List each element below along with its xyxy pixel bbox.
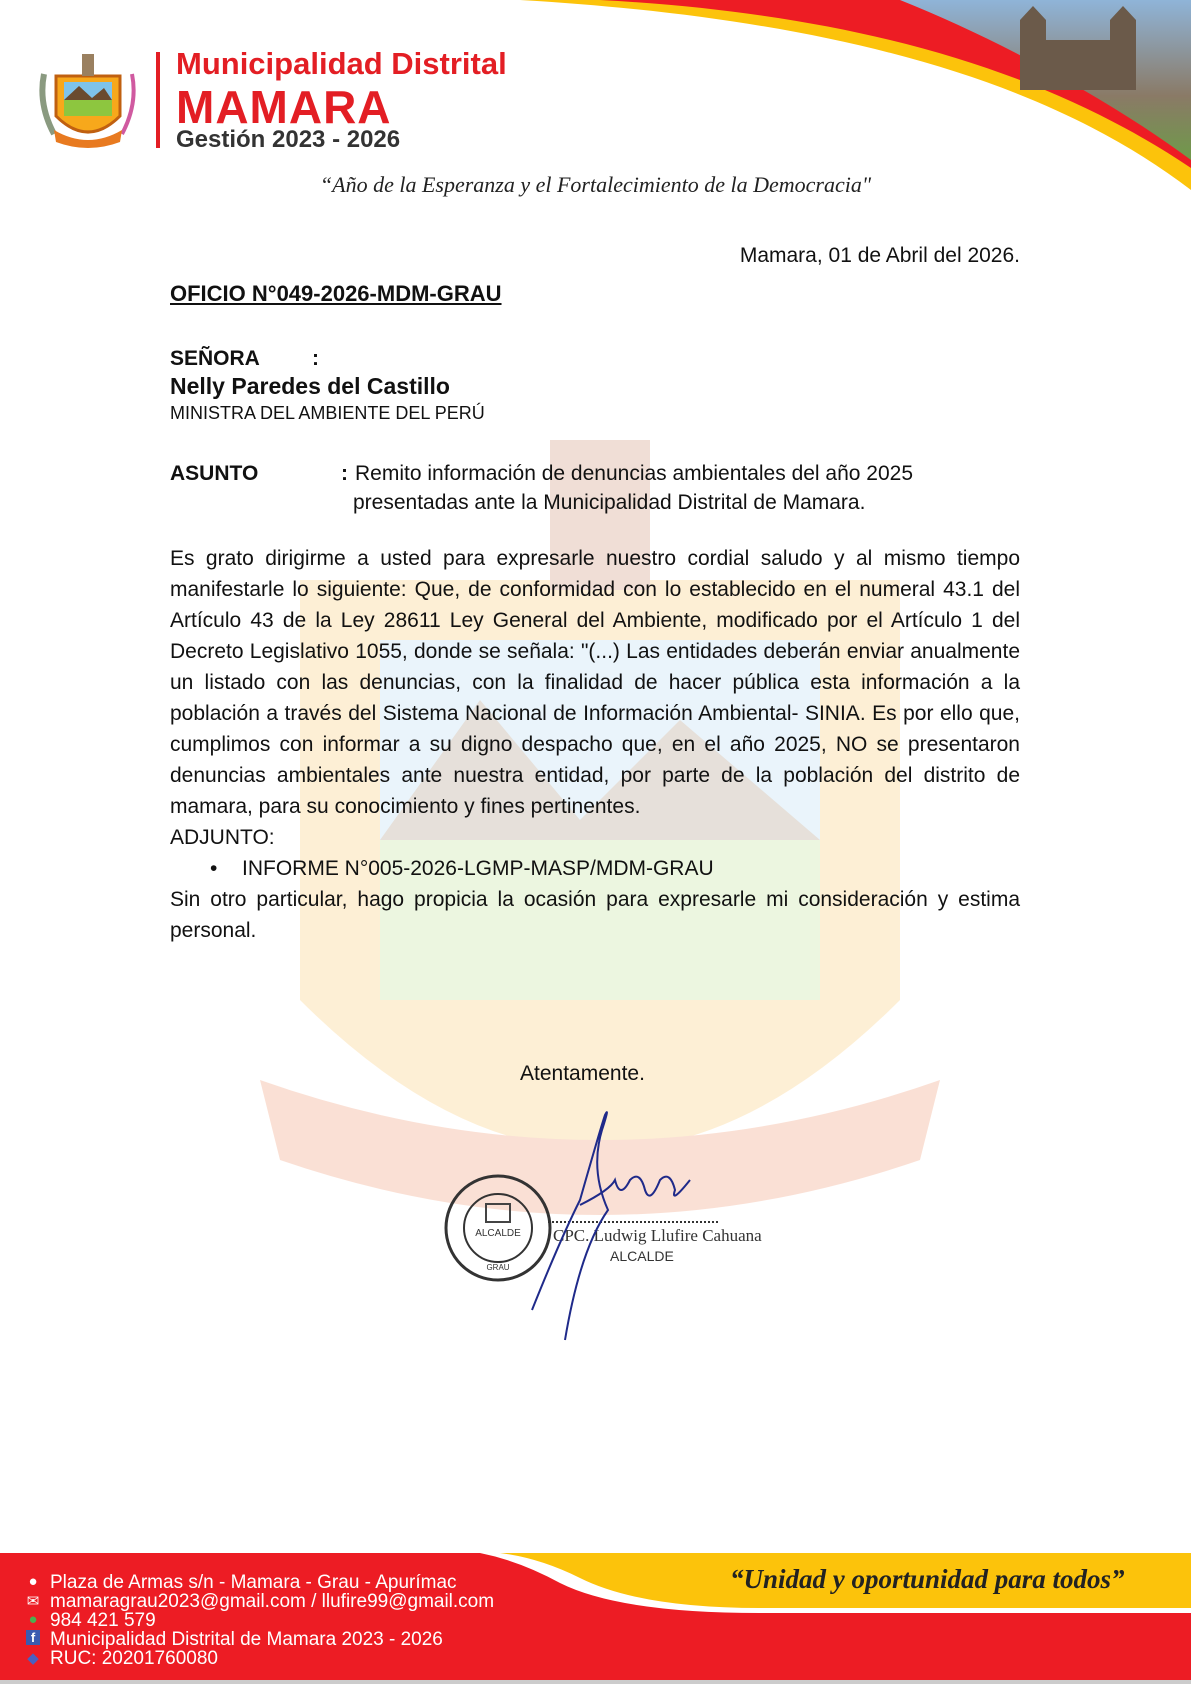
closing-paragraph: Sin otro particular, hago propicia la ocasión para expresarle mi consideración y estima personal. xyxy=(170,888,1020,942)
org-name-line1: Municipalidad Distrital xyxy=(176,46,507,81)
letter-reference: OFICIO N°049-2026-MDM-GRAU xyxy=(170,281,502,306)
footer-emails[interactable]: mamaragrau2023@gmail.com / llufire99@gmail.com xyxy=(50,1591,495,1612)
attachment-text: INFORME N°005-2026-LGMP-MASP/MDM-GRAU xyxy=(242,857,714,880)
footer-facebook[interactable]: Municipalidad Distrital de Mamara 2023 - 2026 xyxy=(50,1629,443,1650)
stamp-center-text: ALCALDE xyxy=(475,1228,521,1239)
municipal-crest-logo xyxy=(34,54,142,150)
salutation: Atentamente. xyxy=(520,1062,645,1085)
attachment-label: ADJUNTO: xyxy=(170,826,275,849)
location-pin-icon: ● xyxy=(28,1573,38,1590)
footer-phone: 984 421 579 xyxy=(50,1610,156,1631)
subject-line1: Remito información de denuncias ambientales del año 2025 xyxy=(355,462,914,485)
attachment-item xyxy=(170,853,1020,884)
footer-ruc: RUC: 20201760080 xyxy=(50,1648,218,1669)
signer-position: ALCALDE xyxy=(610,1248,674,1264)
subject-label: ASUNTO xyxy=(170,462,259,485)
stamp-bottom-text: GRAU xyxy=(486,1263,510,1272)
email-icon: ✉ xyxy=(26,1593,40,1610)
letter-body xyxy=(170,543,1020,946)
body-paragraph: Es grato dirigirme a usted para expresarle nuestro cordial saludo y al mismo tiempo manifestarle lo siguiente: Que, de conformidad con lo establecido en el numeral 43.1 del Artículo 43 de la Ley 28611 Ley General del Ambiente, modificado por el Artículo 1 del Decreto Legislativo 1055, donde se señala: "(...) Las entidades deberán enviar anualmente un listado con las denuncias, con la finalidad de hacer pública esta información a la población a través del Sistema Nacional de Información Ambiental- SINIA. Es por ello que, cumplimos con informar a su digno despacho que, en el año 2025, NO se presentaron denuncias ambientales ante nuestra entidad, por parte de la población del distrito de mamara, para su conocimiento y fines pertinentes. xyxy=(170,547,1020,818)
footer-slogan: “Unidad y oportunidad para todos” xyxy=(730,1564,1125,1594)
letter-date: Mamara, 01 de Abril del 2026. xyxy=(739,244,1020,267)
signer-name: CPC. Ludwig Llufire Cahuana xyxy=(553,1226,762,1245)
facebook-icon: f xyxy=(26,1630,40,1645)
footer-address: Plaza de Armas s/n - Mamara - Grau - Apurímac xyxy=(50,1572,457,1593)
subject-line2: presentadas ante la Municipalidad Distrital de Mamara. xyxy=(353,491,866,514)
header-divider xyxy=(156,52,160,148)
ruc-icon: ◆ xyxy=(27,1650,39,1667)
bullet: • xyxy=(210,857,218,880)
recipient-colon: : xyxy=(312,347,319,370)
subject-colon: : xyxy=(341,462,348,485)
recipient-title: MINISTRA DEL AMBIENTE DEL PERÚ xyxy=(170,403,485,423)
recipient-label: SEÑORA xyxy=(170,347,260,370)
whatsapp-icon: ● xyxy=(28,1611,38,1628)
year-motto: “Año de la Esperanza y el Fortalecimiento de la Democracia" xyxy=(319,172,872,197)
recipient-name: Nelly Paredes del Castillo xyxy=(170,373,450,399)
org-name-line2: MAMARA xyxy=(176,81,392,133)
org-term: Gestión 2023 - 2026 xyxy=(176,126,401,153)
handwritten-signature xyxy=(520,1110,720,1350)
